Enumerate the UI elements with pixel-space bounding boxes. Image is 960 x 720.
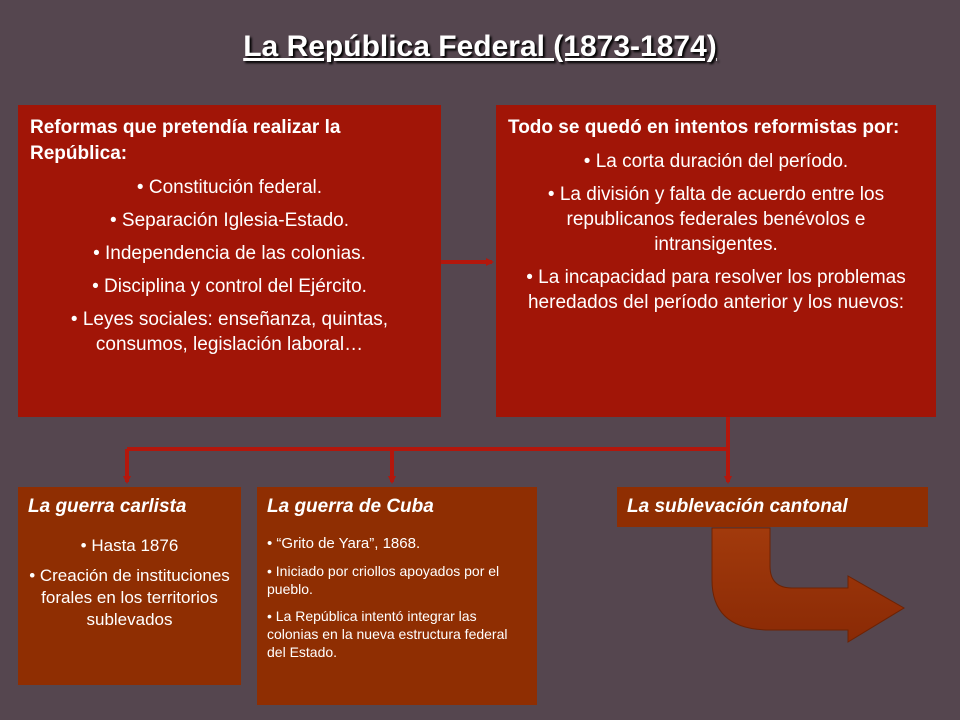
causes-item: • La incapacidad para resolver los problemas heredados del período anterior y los nuevos: (526, 267, 906, 313)
carlist-war-heading: La guerra carlista (28, 496, 187, 517)
causes-box (496, 105, 936, 417)
causes-item: • La división y falta de acuerdo entre los republicanos federales benévolos e intransigentes. (547, 184, 885, 255)
cuba-war-heading: La guerra de Cuba (267, 496, 434, 517)
reforms-item: • Constitución federal. (136, 177, 323, 198)
cantonal-uprising-heading: La sublevación cantonal (627, 496, 848, 517)
carlist-war-box (18, 487, 241, 685)
cantonal-uprising-box (617, 487, 928, 527)
carlist-item: • Creación de instituciones forales en los territorios sublevados (29, 566, 230, 629)
reforms-item: • Leyes sociales: enseñanza, quintas, consumos, legislación laboral… (70, 309, 389, 355)
page-title: La República Federal (1873-1874) (243, 30, 717, 63)
reforms-item: • Independencia de las colonias. (93, 243, 366, 264)
causes-item: • La corta duración del período. (583, 151, 849, 172)
cuba-item: • “Grito de Yara”, 1868. (267, 535, 421, 552)
cuba-war-box (257, 487, 537, 705)
carlist-item: • Hasta 1876 (80, 536, 179, 555)
causes-heading: Todo se quedó en intentos reformistas por: (508, 117, 900, 138)
reforms-item: • Disciplina y control del Ejército. (92, 276, 367, 297)
reforms-box (18, 105, 441, 417)
cuba-item: • Iniciado por criollos apoyados por el pueblo. (267, 563, 500, 597)
curved-arrow-icon (712, 528, 904, 642)
cuba-item: • La República intentó integrar las colonias en la nueva estructura federal del Estado. (267, 608, 508, 660)
reforms-heading: Reformas que pretendía realizar la República: (30, 117, 341, 164)
reforms-item: • Separación Iglesia-Estado. (109, 210, 349, 231)
